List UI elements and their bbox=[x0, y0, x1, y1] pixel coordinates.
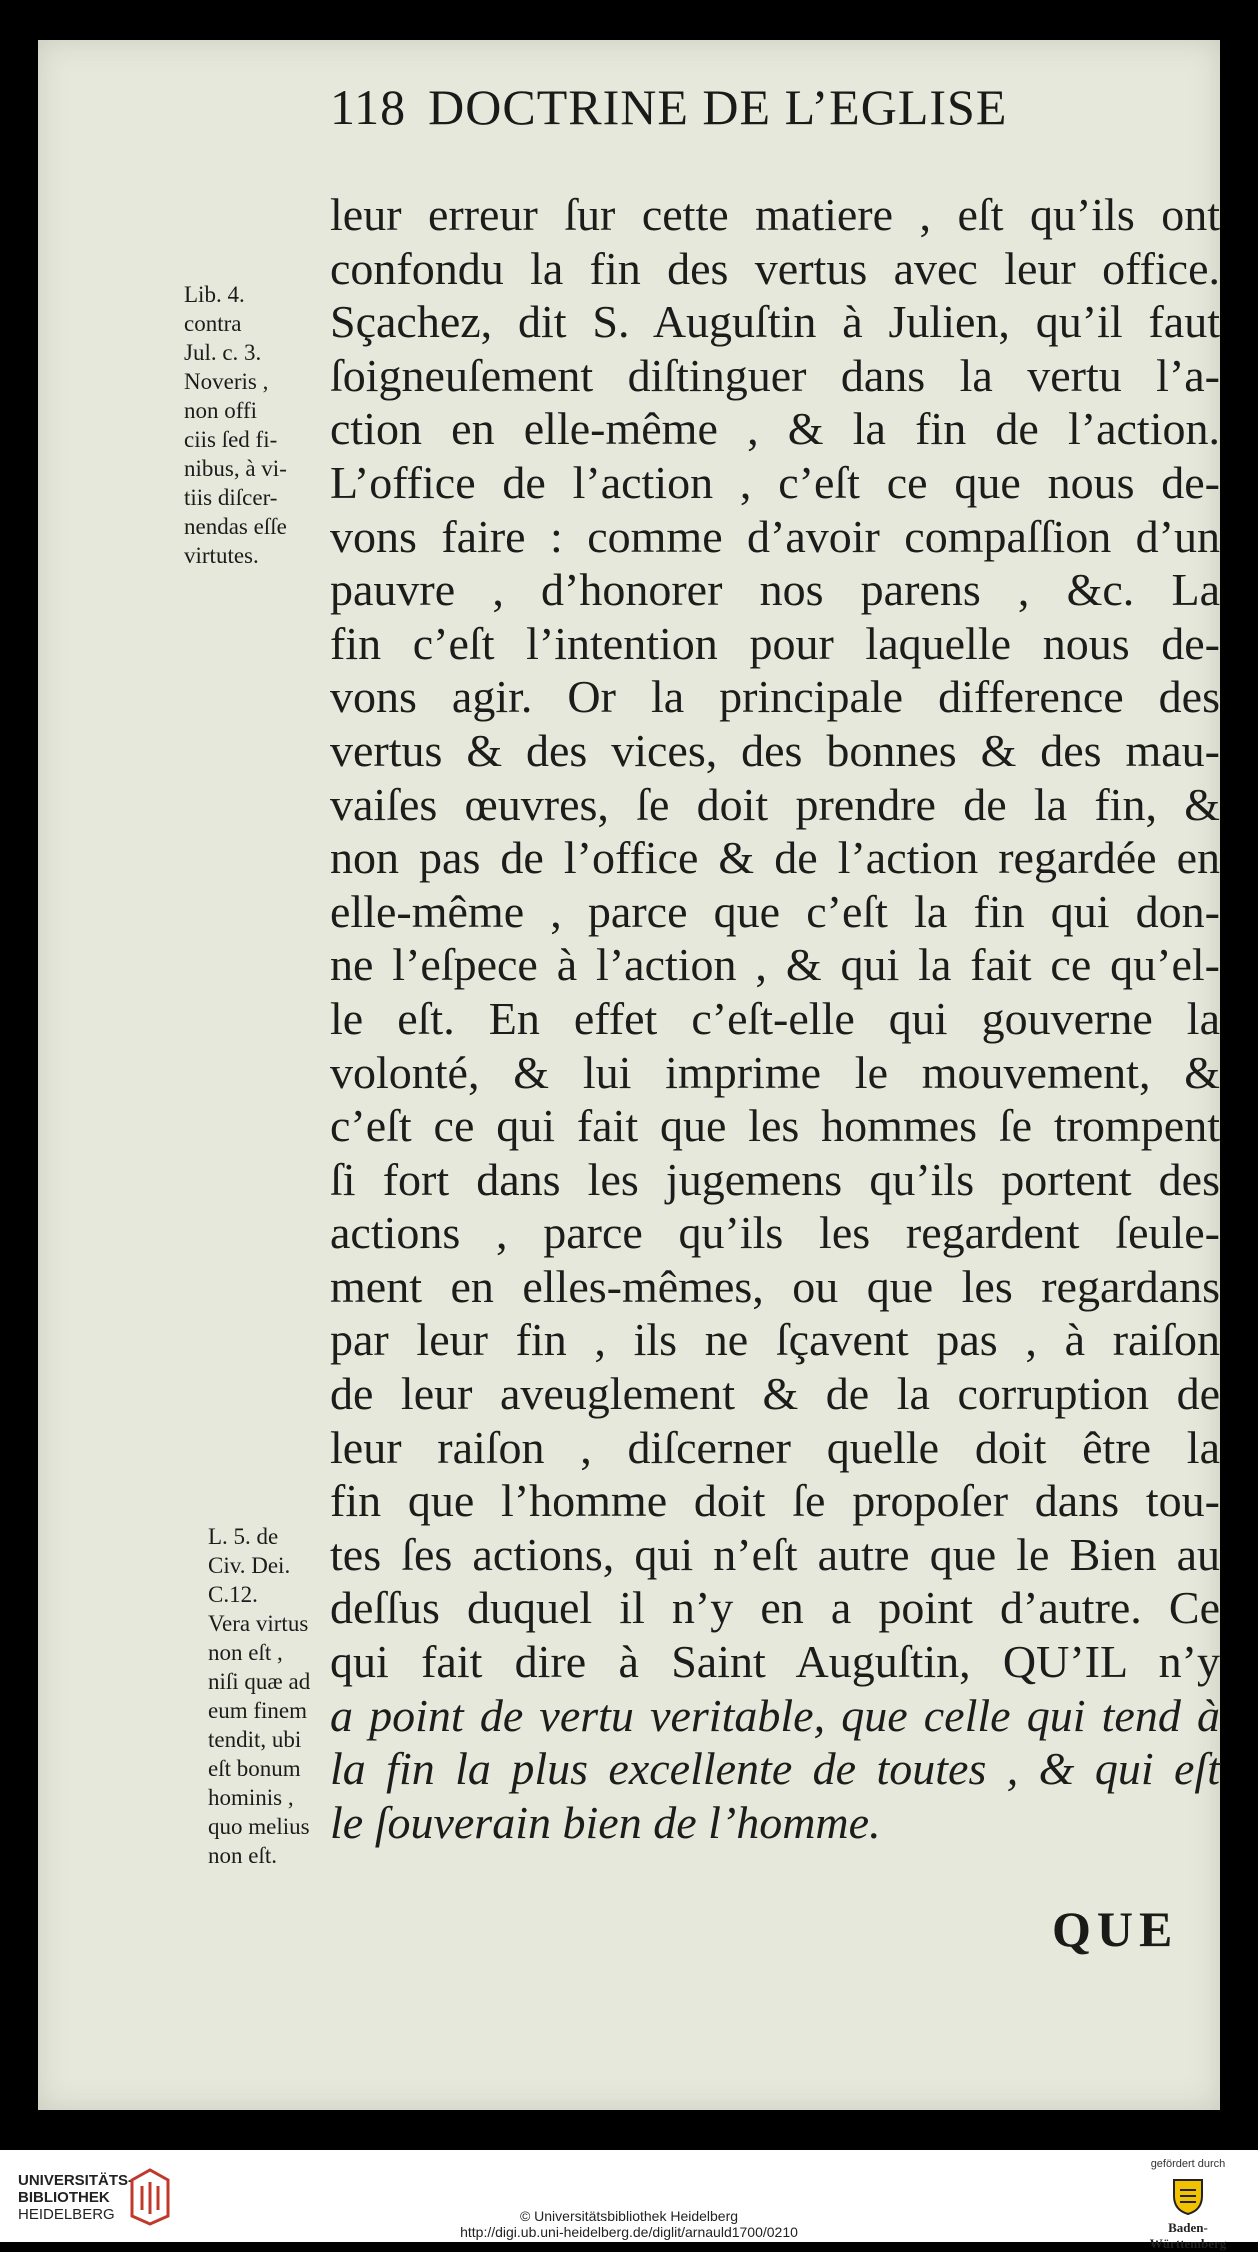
permalink[interactable]: http://digi.ub.uni-heidelberg.de/diglit/arnauld1700/0210 bbox=[460, 2224, 798, 2240]
margin-note-augustine-contra-julianum bbox=[184, 280, 287, 570]
text-line: tes ſes actions, qui n’eſt autre que le Bien au bbox=[330, 1528, 1220, 1580]
margin-line: niſi quæ ad bbox=[208, 1669, 311, 1694]
copyright-block bbox=[0, 2208, 1258, 2240]
library-name-line: HEIDELBERG bbox=[18, 2206, 115, 2223]
text-line: vertus & des vices, des bonnes & des mau- bbox=[330, 724, 1220, 776]
text-line: actions , parce qu’ils les regardent ſeule- bbox=[330, 1207, 1220, 1259]
text-line: Sçachez, dit S. Auguſtin à Julien, qu’il faut bbox=[330, 296, 1220, 348]
text-line: deſſus duquel il n’y en a point d’autre. Ce bbox=[330, 1582, 1220, 1634]
library-name-line: UNIVERSITÄTS- bbox=[18, 2172, 134, 2189]
margin-line: eum finem bbox=[208, 1698, 307, 1723]
main-text bbox=[330, 188, 1220, 1849]
text-line: leur raiſon , diſcerner quelle doit être la bbox=[330, 1421, 1220, 1473]
margin-line: Noveris , bbox=[184, 369, 269, 394]
text-line: ſoigneuſement diſtinguer dans la vertu l’a- bbox=[330, 349, 1220, 401]
sponsor-name: Baden-Württemberg bbox=[1149, 2220, 1227, 2251]
text-line: ment en elles-mêmes, ou que les regardans bbox=[330, 1260, 1220, 1312]
crest-icon bbox=[1170, 2176, 1206, 2216]
text-line: volonté, & lui imprime le mouvement, & bbox=[330, 1046, 1220, 1098]
text-line: qui fait dire à Saint Auguſtin, QU’IL n’y bbox=[330, 1636, 1220, 1688]
margin-line: ciis ſed fi- bbox=[184, 427, 278, 452]
margin-line: contra bbox=[184, 311, 242, 336]
library-name-line: BIBLIOTHEK bbox=[18, 2189, 110, 2206]
text-line: confondu la fin des vertus avec leur office. bbox=[330, 242, 1220, 294]
text-line: pauvre , d’honorer nos parens , &c. La bbox=[330, 564, 1220, 616]
catchword: QUE bbox=[1052, 1901, 1179, 1957]
margin-line: Civ. Dei. bbox=[208, 1553, 291, 1578]
copyright-text: © Universitätsbibliothek Heidelberg bbox=[519, 2208, 739, 2224]
text-line: leur erreur ſur cette matiere , eſt qu’ils ont bbox=[330, 189, 1220, 240]
text-line: c’eſt ce qui fait que les hommes ſe trompent bbox=[330, 1100, 1220, 1152]
sponsor-label: gefördert durch bbox=[1150, 2158, 1226, 2170]
text-line: la fin la plus excellente de toutes , & qui eſt bbox=[330, 1743, 1220, 1795]
text-line: elle-même , parce que c’eſt la fin qui don- bbox=[330, 885, 1220, 937]
text-line: fin que l’homme doit ſe propoſer dans tou- bbox=[330, 1475, 1220, 1527]
margin-line: tiis diſcer- bbox=[184, 485, 278, 510]
margin-line: Lib. 4. bbox=[184, 282, 245, 307]
margin-line: C.12. bbox=[208, 1582, 258, 1607]
margin-line: non offi bbox=[184, 398, 258, 423]
text-line: vaiſes œuvres, ſe doit prendre de la fin, & bbox=[330, 778, 1220, 830]
margin-line: Vera virtus bbox=[208, 1611, 309, 1636]
margin-line: tendit, ubi bbox=[208, 1727, 302, 1752]
margin-line: non eſt. bbox=[208, 1843, 277, 1868]
text-line: ction en elle-même , & la fin de l’action. bbox=[330, 403, 1220, 455]
text-line: fin c’eſt l’intention pour laquelle nous de- bbox=[330, 617, 1220, 669]
text-line: de leur aveuglement & de la corruption de bbox=[330, 1368, 1220, 1420]
text-line: non pas de l’office & de l’action regardée en bbox=[330, 832, 1220, 884]
text-line: le ſouverain bien de l’homme. bbox=[330, 1796, 881, 1848]
margin-line: non eſt , bbox=[208, 1640, 283, 1665]
margin-line: eſt bonum bbox=[208, 1756, 301, 1781]
text-line: le eſt. En effet c’eſt-elle qui gouverne la bbox=[330, 992, 1220, 1044]
text-line: a point de vertu veritable, que celle qui tend à bbox=[330, 1689, 1220, 1741]
text-line: par leur fin , ils ne ſçavent pas , à raiſon bbox=[330, 1314, 1220, 1366]
text-line: L’office de l’action , c’eſt ce que nous de- bbox=[330, 456, 1220, 508]
margin-line: nibus, à vi- bbox=[184, 456, 287, 481]
footer-bar bbox=[0, 2150, 1258, 2251]
margin-line: L. 5. de bbox=[208, 1524, 279, 1549]
text-line: ne l’eſpece à l’action , & qui la fait ce qu’el- bbox=[330, 939, 1220, 991]
page-number: 118 bbox=[330, 79, 407, 135]
running-header bbox=[330, 78, 1007, 136]
margin-line: quo melius bbox=[208, 1814, 310, 1839]
text-line: vons faire : comme d’avoir compaſſion d’un bbox=[330, 510, 1220, 562]
margin-line: hominis , bbox=[208, 1785, 294, 1810]
margin-note-civitate-dei bbox=[208, 1522, 310, 1870]
text-line: ſi fort dans les jugemens qu’ils portent des bbox=[330, 1153, 1220, 1205]
margin-line: virtutes. bbox=[184, 543, 259, 568]
margin-line: nendas eſſe bbox=[184, 514, 287, 539]
margin-line: Jul. c. 3. bbox=[184, 340, 262, 365]
running-title: DOCTRINE DE L’EGLISE bbox=[428, 79, 1008, 135]
text-line: vons agir. Or la principale difference des bbox=[330, 671, 1220, 723]
sponsor-block bbox=[1138, 2158, 1238, 2252]
